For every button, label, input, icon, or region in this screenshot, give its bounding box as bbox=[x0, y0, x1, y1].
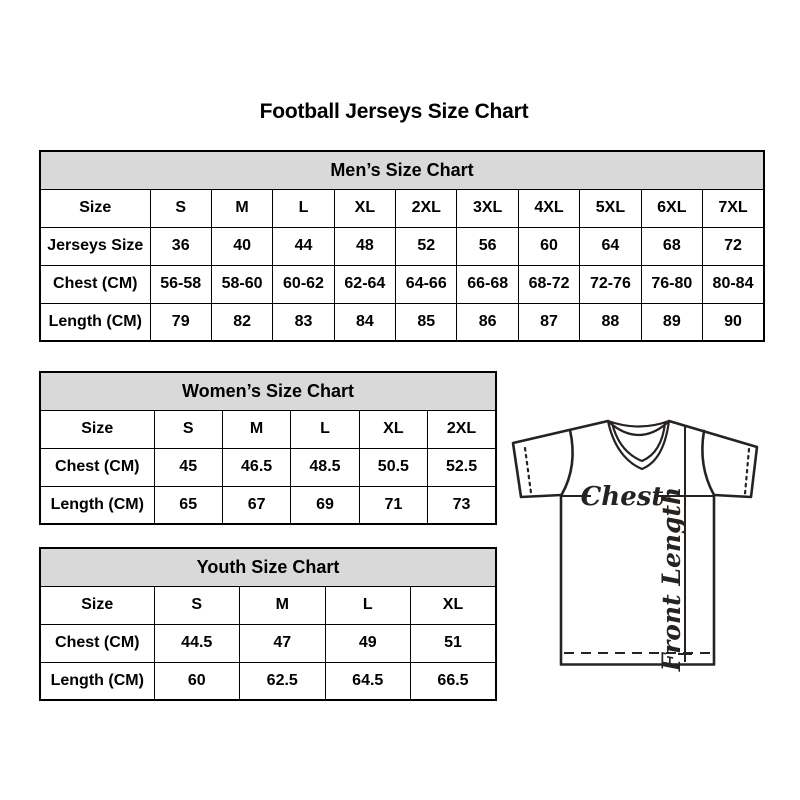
youth-cell: 66.5 bbox=[411, 662, 497, 700]
men-cell: 84 bbox=[334, 303, 395, 341]
men-cell: 62-64 bbox=[334, 265, 395, 303]
jersey-right-sleeve bbox=[669, 421, 757, 497]
jersey-diagram bbox=[503, 405, 778, 680]
women-cell: 67 bbox=[222, 486, 290, 524]
men-cell: 36 bbox=[150, 227, 211, 265]
front-length-label: Front Length bbox=[657, 486, 686, 672]
men-row-label: Chest (CM) bbox=[40, 265, 150, 303]
women-cell: 2XL bbox=[428, 410, 496, 448]
men-cell: M bbox=[211, 189, 272, 227]
women-cell: 52.5 bbox=[428, 448, 496, 486]
men-cell: 72-76 bbox=[580, 265, 641, 303]
men-cell: 52 bbox=[396, 227, 457, 265]
women-row-label: Size bbox=[40, 410, 154, 448]
jersey-left-cuff-stitch bbox=[525, 448, 531, 493]
men-cell: 48 bbox=[334, 227, 395, 265]
women-table-row bbox=[40, 410, 496, 448]
women-table-title: Women’s Size Chart bbox=[40, 372, 496, 410]
men-cell: 85 bbox=[396, 303, 457, 341]
youth-row-label: Length (CM) bbox=[40, 662, 154, 700]
men-cell: 79 bbox=[150, 303, 211, 341]
youth-cell: 51 bbox=[411, 624, 497, 662]
men-cell: L bbox=[273, 189, 334, 227]
mens-size-table bbox=[39, 150, 765, 342]
men-cell: 6XL bbox=[641, 189, 702, 227]
youth-cell: M bbox=[240, 586, 326, 624]
men-table-row bbox=[40, 303, 764, 341]
men-row-label: Size bbox=[40, 189, 150, 227]
men-table-row bbox=[40, 265, 764, 303]
chest-label: Chest bbox=[580, 482, 664, 512]
men-row-label: Jerseys Size bbox=[40, 227, 150, 265]
youth-cell: 47 bbox=[240, 624, 326, 662]
men-row-label: Length (CM) bbox=[40, 303, 150, 341]
men-cell: 64-66 bbox=[396, 265, 457, 303]
men-table-row bbox=[40, 227, 764, 265]
women-row-label: Length (CM) bbox=[40, 486, 154, 524]
men-cell: S bbox=[150, 189, 211, 227]
youth-cell: L bbox=[325, 586, 411, 624]
women-table-row bbox=[40, 448, 496, 486]
women-cell: 71 bbox=[359, 486, 427, 524]
jersey-collar-arc-outer bbox=[608, 421, 669, 427]
youth-table-row bbox=[40, 662, 496, 700]
jersey-body bbox=[561, 495, 714, 665]
youth-cell: 64.5 bbox=[325, 662, 411, 700]
jersey-left-seam bbox=[562, 430, 573, 495]
page-title: Football Jerseys Size Chart bbox=[259, 100, 529, 123]
men-cell: 68 bbox=[641, 227, 702, 265]
men-cell: 40 bbox=[211, 227, 272, 265]
women-table-row bbox=[40, 486, 496, 524]
women-table-header-row bbox=[40, 372, 496, 410]
men-cell: 64 bbox=[580, 227, 641, 265]
men-cell: 68-72 bbox=[518, 265, 579, 303]
youth-cell: 44.5 bbox=[154, 624, 240, 662]
youth-row-label: Chest (CM) bbox=[40, 624, 154, 662]
men-cell: 76-80 bbox=[641, 265, 702, 303]
youth-table-row bbox=[40, 624, 496, 662]
men-cell: 60 bbox=[518, 227, 579, 265]
men-table-title: Men’s Size Chart bbox=[40, 151, 764, 189]
women-row-label: Chest (CM) bbox=[40, 448, 154, 486]
men-cell: 90 bbox=[703, 303, 764, 341]
women-cell: 48.5 bbox=[291, 448, 359, 486]
men-cell: 88 bbox=[580, 303, 641, 341]
men-cell: 80-84 bbox=[703, 265, 764, 303]
men-cell: 56-58 bbox=[150, 265, 211, 303]
women-cell: XL bbox=[359, 410, 427, 448]
women-cell: S bbox=[154, 410, 222, 448]
youth-row-label: Size bbox=[40, 586, 154, 624]
womens-size-table bbox=[39, 371, 497, 525]
youth-cell: 62.5 bbox=[240, 662, 326, 700]
men-cell: 56 bbox=[457, 227, 518, 265]
women-cell: L bbox=[291, 410, 359, 448]
men-cell: 2XL bbox=[396, 189, 457, 227]
men-cell: 58-60 bbox=[211, 265, 272, 303]
jersey-right-cuff-stitch bbox=[745, 449, 749, 494]
men-cell: 7XL bbox=[703, 189, 764, 227]
youth-cell: XL bbox=[411, 586, 497, 624]
men-cell: 60-62 bbox=[273, 265, 334, 303]
men-cell: 86 bbox=[457, 303, 518, 341]
men-cell: XL bbox=[334, 189, 395, 227]
men-cell: 4XL bbox=[518, 189, 579, 227]
men-cell: 89 bbox=[641, 303, 702, 341]
youth-cell: S bbox=[154, 586, 240, 624]
women-cell: 50.5 bbox=[359, 448, 427, 486]
women-cell: 73 bbox=[428, 486, 496, 524]
women-cell: 45 bbox=[154, 448, 222, 486]
men-cell: 83 bbox=[273, 303, 334, 341]
women-cell: 65 bbox=[154, 486, 222, 524]
youth-size-table bbox=[39, 547, 497, 701]
men-cell: 72 bbox=[703, 227, 764, 265]
men-table-row bbox=[40, 189, 764, 227]
women-cell: 46.5 bbox=[222, 448, 290, 486]
men-table-header-row bbox=[40, 151, 764, 189]
men-cell: 66-68 bbox=[457, 265, 518, 303]
youth-cell: 60 bbox=[154, 662, 240, 700]
youth-table-title: Youth Size Chart bbox=[40, 548, 496, 586]
men-cell: 5XL bbox=[580, 189, 641, 227]
men-cell: 44 bbox=[273, 227, 334, 265]
women-cell: 69 bbox=[291, 486, 359, 524]
men-cell: 87 bbox=[518, 303, 579, 341]
women-cell: M bbox=[222, 410, 290, 448]
men-cell: 3XL bbox=[457, 189, 518, 227]
youth-cell: 49 bbox=[325, 624, 411, 662]
jersey-right-seam bbox=[702, 431, 714, 495]
youth-table-row bbox=[40, 586, 496, 624]
men-cell: 82 bbox=[211, 303, 272, 341]
youth-table-header-row bbox=[40, 548, 496, 586]
